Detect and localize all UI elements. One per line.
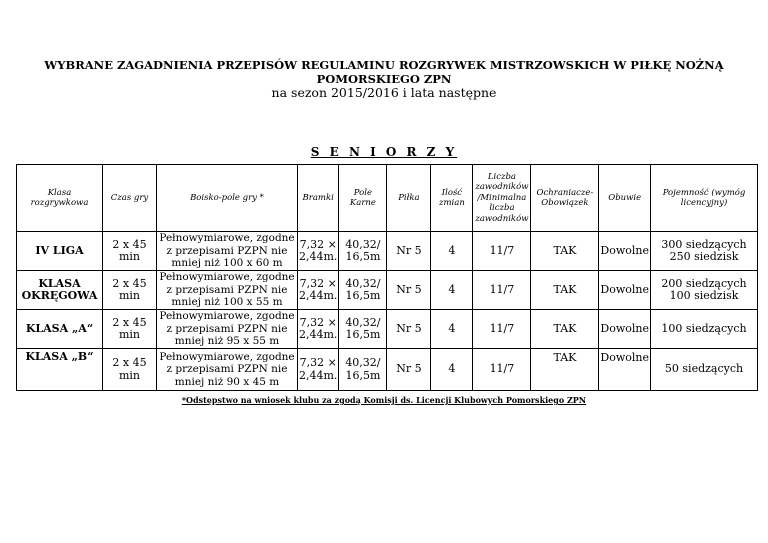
- cell-pojemnosc: 200 siedzących 100 siedzisk: [651, 271, 758, 310]
- cell-boisko: Pełnowymiarowe, zgodne z przepisami PZPN nie mniej niż 95 x 55 m: [157, 310, 298, 349]
- header-zmiany: Ilość zmian: [431, 165, 473, 232]
- cell-czas: 2 x 45 min: [103, 349, 157, 391]
- cell-pole-karne: 40,32/ 16,5m: [339, 232, 387, 271]
- cell-ochraniacze: TAK: [531, 349, 599, 391]
- cell-zawodnicy: 11/7: [473, 271, 531, 310]
- table-row: [17, 271, 758, 310]
- cell-pojemnosc: 300 siedzących 250 siedzisk: [651, 232, 758, 271]
- page-title: [0, 58, 768, 100]
- title-line-1: WYBRANE ZAGADNIENIA PRZEPISÓW REGULAMINU ROZGRYWEK MISTRZOWSKICH W PIŁKĘ NOŻNĄ: [44, 58, 724, 72]
- header-boisko: Boisko-pole gry *: [157, 165, 298, 232]
- section-title: S E N I O R Z Y: [310, 145, 458, 159]
- header-pilka: Piłka: [387, 165, 431, 232]
- cell-zmiany: 4: [431, 232, 473, 271]
- cell-zawodnicy: 11/7: [473, 349, 531, 391]
- title-line-2: POMORSKIEGO ZPN: [316, 72, 452, 86]
- cell-obuwie: Dowolne: [599, 310, 651, 349]
- cell-klasa: KLASA „A“: [17, 310, 103, 349]
- cell-zawodnicy: 11/7: [473, 310, 531, 349]
- cell-obuwie: Dowolne: [599, 271, 651, 310]
- cell-klasa: KLASA OKRĘGOWA: [17, 271, 103, 310]
- header-pole-karne: Pole Karne: [339, 165, 387, 232]
- cell-klasa: KLASA „B“: [17, 349, 103, 391]
- cell-czas: 2 x 45 min: [103, 232, 157, 271]
- table-row: [17, 349, 758, 391]
- rules-table: [16, 164, 758, 391]
- cell-klasa: IV LIGA: [17, 232, 103, 271]
- cell-pilka: Nr 5: [387, 271, 431, 310]
- cell-zawodnicy: 11/7: [473, 232, 531, 271]
- header-zawodnicy: Liczba zawodników /Minimalna liczba zawodników: [473, 165, 531, 232]
- cell-zmiany: 4: [431, 310, 473, 349]
- cell-pole-karne: 40,32/ 16,5m: [339, 310, 387, 349]
- header-obuwie: Obuwie: [599, 165, 651, 232]
- header-klasa: Klasa rozgrywkowa: [17, 165, 103, 232]
- season-line: na sezon 2015/2016 i lata następne: [271, 85, 497, 100]
- cell-czas: 2 x 45 min: [103, 310, 157, 349]
- cell-ochraniacze: TAK: [531, 310, 599, 349]
- cell-bramki: 7,32 × 2,44m.: [298, 271, 339, 310]
- header-ochraniacze: Ochraniacze- Obowiązek: [531, 165, 599, 232]
- cell-bramki: 7,32 × 2,44m.: [298, 349, 339, 391]
- cell-zmiany: 4: [431, 349, 473, 391]
- cell-ochraniacze: TAK: [531, 271, 599, 310]
- cell-obuwie: Dowolne: [599, 349, 651, 391]
- cell-pole-karne: 40,32/ 16,5m: [339, 271, 387, 310]
- cell-pojemnosc: 100 siedzących: [651, 310, 758, 349]
- header-pojemnosc: Pojemność (wymóg licencyjny): [651, 165, 758, 232]
- cell-bramki: 7,32 × 2,44m.: [298, 232, 339, 271]
- header-row: [17, 165, 758, 232]
- cell-pole-karne: 40,32/ 16,5m: [339, 349, 387, 391]
- cell-zmiany: 4: [431, 271, 473, 310]
- table-row: [17, 310, 758, 349]
- cell-czas: 2 x 45 min: [103, 271, 157, 310]
- cell-pilka: Nr 5: [387, 232, 431, 271]
- cell-boisko: Pełnowymiarowe, zgodne z przepisami PZPN nie mniej niż 90 x 45 m: [157, 349, 298, 391]
- cell-boisko: Pełnowymiarowe, zgodne z przepisami PZPN nie mniej niż 100 x 55 m: [157, 271, 298, 310]
- cell-ochraniacze: TAK: [531, 232, 599, 271]
- footnote: *Odstępstwo na wniosek klubu za zgodą Komisji ds. Licencji Klubowych Pomorskiego ZPN: [181, 395, 587, 405]
- header-bramki: Bramki: [298, 165, 339, 232]
- cell-pilka: Nr 5: [387, 310, 431, 349]
- cell-bramki: 7,32 × 2,44m.: [298, 310, 339, 349]
- table-row: [17, 232, 758, 271]
- cell-boisko: Pełnowymiarowe, zgodne z przepisami PZPN nie mniej niż 100 x 60 m: [157, 232, 298, 271]
- cell-pojemnosc: 50 siedzących: [651, 349, 758, 391]
- header-czas: Czas gry: [103, 165, 157, 232]
- cell-obuwie: Dowolne: [599, 232, 651, 271]
- cell-pilka: Nr 5: [387, 349, 431, 391]
